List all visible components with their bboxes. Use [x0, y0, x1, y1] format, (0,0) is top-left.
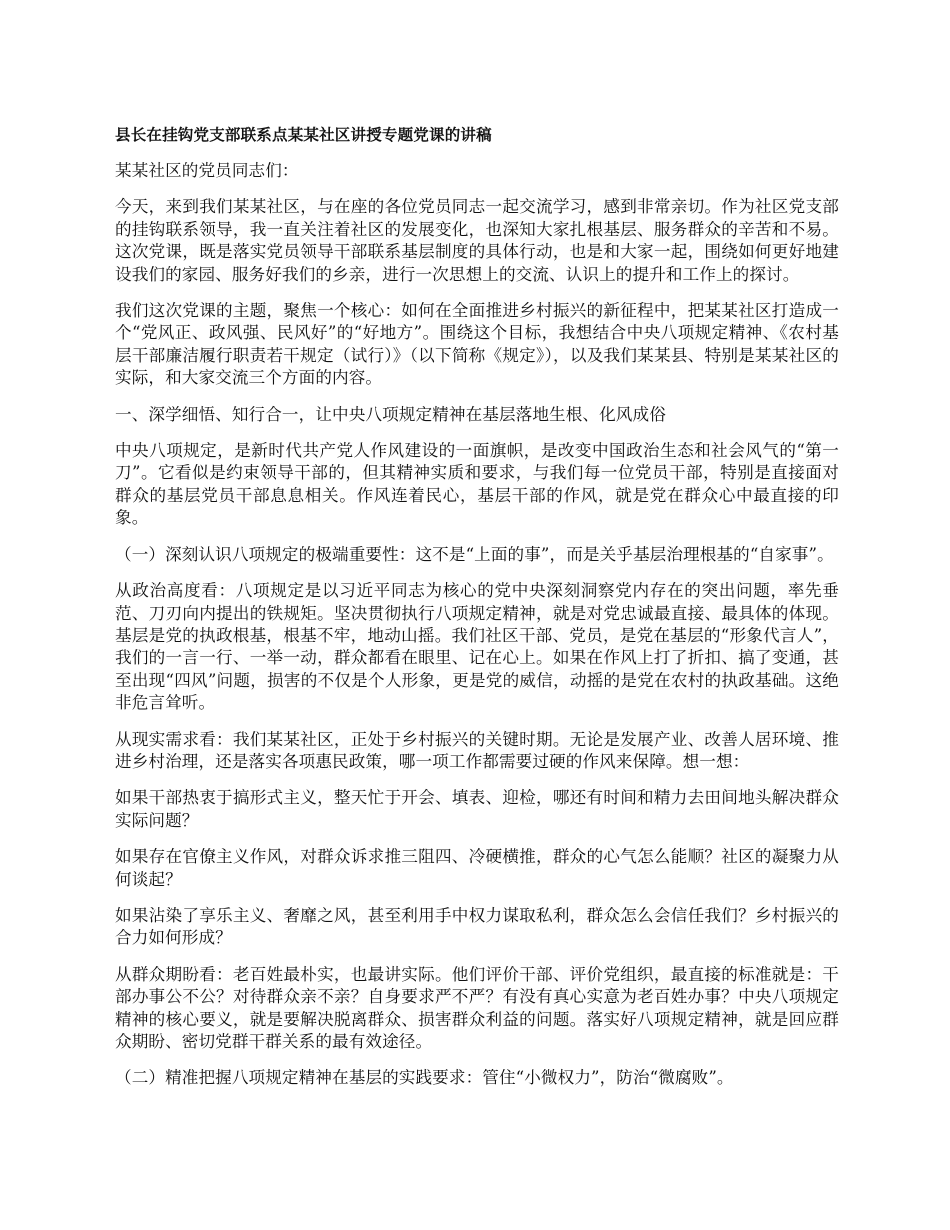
- document-title: 县长在挂钩党支部联系点某某社区讲授专题党课的讲稿: [115, 126, 492, 144]
- question-paragraph: 如果沾染了享乐主义、奢靡之风，甚至利用手中权力谋取私利，群众怎么会信任我们？乡村振兴的合力如何形成？: [115, 905, 839, 948]
- body-paragraph: 中央八项规定，是新时代共产党人作风建设的一面旗帜，是改变中国政治生态和社会风气的“第一刀”。它看似是约束领导干部的，但其精神实质和要求，与我们每一位党员干部，特别是直接面对群众的基层党员干部息息相关。作风连着民心，基层干部的作风，就是党在群众心中最直接的印象。: [115, 441, 839, 528]
- body-paragraph: 从群众期盼看：老百姓最朴实，也最讲实际。他们评价干部、评价党组织，最直接的标准就是：干部办事公不公？对待群众亲不亲？自身要求严不严？有没有真心实意为老百姓办事？中央八项规定精神的核心要义，就是要解决脱离群众、损害群众利益的问题。落实好八项规定精神，就是回应群众期盼、密切党群干群关系的最有效途径。: [115, 964, 839, 1051]
- salutation: 某某社区的党员同志们：: [115, 161, 299, 180]
- body-paragraph: 从现实需求看：我们某某社区，正处于乡村振兴的关键时期。无论是发展产业、改善人居环境、推进乡村治理，还是落实各项惠民政策，哪一项工作都需要过硬的作风来保障。想一想：: [115, 729, 839, 771]
- theme-paragraph: 我们这次党课的主题，聚焦一个核心：如何在全面推进乡村振兴的新征程中，把某某社区打造成一个“党风正、政风强、民风好”的“好地方”。围绕这个目标，我想结合中央八项规定精神、《农村基层干部廉洁履行职责若干规定（试行）》（以下简称《规定》），以及我们某某县、特别是某某社区的实际，和大家交流三个方面的内容。: [115, 301, 839, 388]
- subsection-heading-2: （二）精准把握八项规定精神在基层的实践要求：管住“小微权力”，防治“微腐败”。: [115, 1068, 734, 1088]
- question-paragraph: 如果干部热衷于搞形式主义，整天忙于开会、填表、迎检，哪还有时间和精力去田间地头解决群众实际问题？: [115, 788, 839, 830]
- body-paragraph: 从政治高度看：八项规定是以习近平同志为核心的党中央深刻洞察党内存在的突出问题，率先垂范、刀刃向内提出的铁规矩。坚决贯彻执行八项规定精神，就是对党忠诚最直接、最具体的体现。基层是党的执政根基，根基不牢，地动山摇。我们社区干部、党员，是党在基层的“形象代言人”，我们的一言一行、一举一动，群众都看在眼里、记在心上。如果在作风上打了折扣、搞了变通，甚至出现“四风”问题，损害的不仅是个人形象，更是党的威信，动摇的是党在农村的执政基础。这绝非危言耸听。: [115, 581, 839, 713]
- subsection-heading-1: （一）深刻认识八项规定的极端重要性：这不是“上面的事”，而是关乎基层治理根基的“自家事”。: [115, 544, 834, 564]
- document-page: [115, 124, 839, 1104]
- intro-paragraph: 今天，来到我们某某社区，与在座的各位党员同志一起交流学习，感到非常亲切。作为社区党支部的挂钩联系领导，我一直关注着社区的发展变化，也深知大家扎根基层、服务群众的辛苦和不易。这次党课，既是落实党员领导干部联系基层制度的具体行动，也是和大家一起，围绕如何更好地建设我们的家园、服务好我们的乡亲，进行一次思想上的交流、认识上的提升和工作上的探讨。: [115, 197, 839, 284]
- section-heading-1: 一、深学细悟、知行合一，让中央八项规定精神在基层落地生根、化风成俗: [115, 404, 666, 424]
- question-paragraph: 如果存在官僚主义作风，对群众诉求推三阻四、冷硬横推，群众的心气怎么能顺？社区的凝聚力从何谈起？: [115, 847, 839, 889]
